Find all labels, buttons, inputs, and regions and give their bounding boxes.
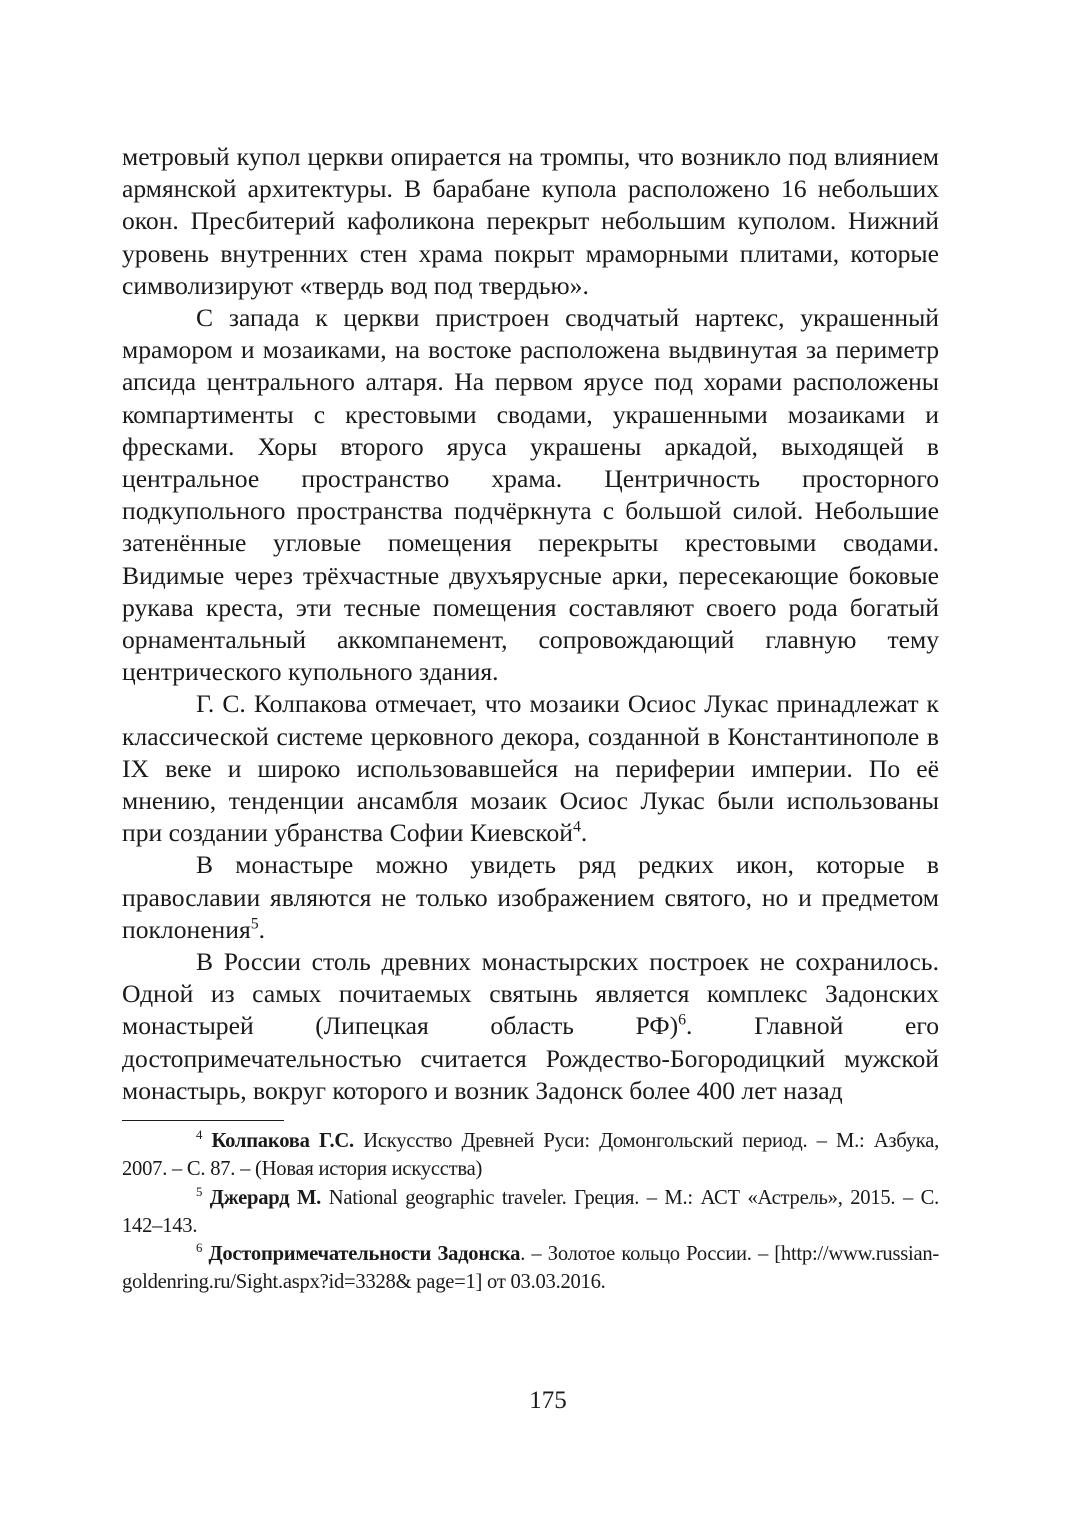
footnote-ref-4[interactable]: 4: [572, 818, 581, 836]
footnote-4-author: Колпакова Г.С.: [211, 1130, 354, 1153]
footnote-6-author: Достопримечательности Задонска: [208, 1242, 521, 1265]
footnote-4-number: 4: [196, 1128, 203, 1143]
paragraph-5-text-b: . Главной его достопримечательностью считается Рождество-Богородицкий мужской монастырь, вокруг которого и возник Задонск более 400 лет назад: [122, 1011, 939, 1105]
paragraph-3-end: .: [580, 818, 588, 848]
paragraph-5: [122, 946, 939, 1107]
paragraph-1: метровый купол церкви опирается на тромпы, что возникло под влиянием армянской архитектуры. В барабане купола расположено 16 небольших окон. Пресбитерий кафоликона перекрыт небольшим куполом. Нижний уровень внутренних стен храма покрыт мраморными плитами, которые символизируют «твердь вод под твердью».: [122, 142, 939, 300]
footnote-6: [122, 1240, 939, 1296]
paragraph-4: [122, 849, 939, 946]
footnote-4: [122, 1127, 939, 1183]
main-text: [122, 141, 939, 1107]
footnote-5-text: National geographic traveler. Греция. – М.: АСТ «Астрель», 2015. – С. 142–143.: [122, 1186, 939, 1237]
footnote-ref-5[interactable]: 5: [250, 915, 259, 933]
paragraph-3-text: Г. С. Колпакова отмечает, что мозаики Осиос Лукас принадлежат к классической системе церковного декора, созданной в Константинополе в IX веке и широко использовавшейся на периферии империи. По её мнению, тенденции ансамбля мозаик Осиос Лукас были использованы при создании убранства Софии Киевской: [122, 689, 939, 848]
page-content: [122, 141, 939, 1296]
footnotes: [122, 1127, 939, 1296]
footnote-5-author: Джерард М.: [209, 1186, 322, 1209]
footnote-5: [122, 1184, 939, 1240]
footnote-6-text: . – Золотое кольцо России. – [http://www.russian-goldenring.ru/Sight.aspx?id=3328& page=1] от 03.03.2016.: [122, 1242, 939, 1294]
footnote-5-number: 5: [196, 1184, 203, 1199]
paragraph-3: [122, 688, 939, 849]
page-number: 175: [529, 1387, 567, 1414]
footnote-4-text: Искусство Древней Руси: Домонгольский период. – М.: Азбука, 2007. – С. 87. – (Новая история искусства): [122, 1130, 939, 1181]
footnote-ref-6[interactable]: 6: [678, 1011, 687, 1029]
paragraph-5-text-a: В России столь древних монастырских построек не сохранилось. Одной из самых почитаемых святынь является комплекс Задонских монастырей (Липецкая область РФ): [122, 947, 939, 1041]
paragraph-4-text: В монастыре можно увидеть ряд редких икон, которые в православии являются не только изображением святого, но и предметом поклонения: [122, 850, 939, 944]
paragraph-4-end: .: [258, 914, 266, 944]
footnote-6-number: 6: [196, 1241, 203, 1256]
footnote-separator: [122, 1120, 284, 1121]
paragraph-2: С запада к церкви пристроен сводчатый нартекс, украшенный мрамором и мозаиками, на востоке расположена выдвинутая за периметр апсида центрального алтаря. На первом ярусе под хорами расположены компартименты с крестовыми сводами, украшенными мозаиками и фресками. Хоры второго яруса украшены аркадой, выходящей в центральное пространство храма. Центричность просторного подкупольного пространства подчёркнута с большой силой. Небольшие затенённые угловые помещения перекрыты крестовыми сводами. Видимые через трёхчастные двухъярусные арки, пересекающие боковые рукава креста, эти тесные помещения составляют своего рода богатый орнаментальный аккомпанемент, сопровождающий главную тему центрического купольного здания.: [122, 303, 939, 687]
